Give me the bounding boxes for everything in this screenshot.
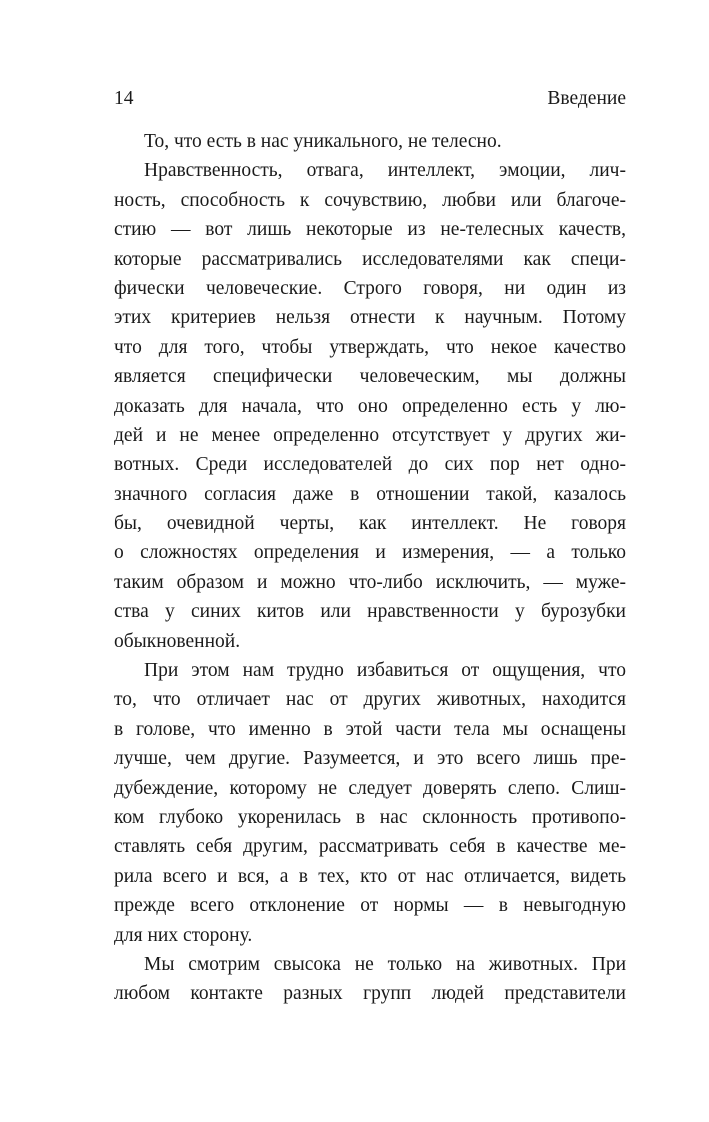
text-line: ства у синих китов или нравственности у бурозубки [114, 601, 626, 623]
text-line: стию — вот лишь некоторые из не-телесных качеств, [114, 219, 626, 241]
text-line: ность, способность к сочувствию, любви или благоче- [114, 189, 626, 211]
text-line: в голове, что именно в этой части тела мы оснащены [114, 718, 626, 740]
text-line: прежде всего отклонение от нормы — в невыгодную [114, 895, 626, 917]
page-header [114, 86, 626, 112]
text-line: обыкновенной. [114, 630, 241, 652]
text-line: Нравственность, отвага, интеллект, эмоции, лич- [144, 160, 626, 182]
running-title: Введение [547, 88, 626, 109]
text-line: значного согласия даже в отношении такой, казалось [114, 483, 626, 505]
text-line: о сложностях определения и измерения, — а только [114, 542, 626, 564]
text-line: для них сторону. [114, 924, 253, 946]
text-line: ком глубоко укоренилась в нас склонность противопо- [114, 806, 626, 828]
text-line: дей и не менее определенно отсутствует у других жи- [114, 424, 626, 446]
text-line: То, что есть в нас уникального, не телесно. [144, 131, 502, 152]
body-text [114, 127, 626, 1009]
text-line: которые рассматривались исследователями как специ- [114, 248, 626, 270]
text-line: ставлять себя другим, рассматривать себя в качестве ме- [114, 836, 626, 858]
text-line: лучше, чем другие. Разумеется, и это всего лишь пре- [114, 748, 626, 770]
text-line: бы, очевидной черты, как интеллект. Не говоря [114, 513, 626, 535]
text-line: дубеждение, которому не следует доверять слепо. Слиш- [114, 777, 626, 799]
text-line: любом контакте разных групп людей представители [114, 983, 626, 1005]
text-line: вотных. Среди исследователей до сих пор нет одно- [114, 454, 626, 476]
text-line: то, что отличает нас от других животных, находится [114, 689, 626, 711]
text-line: что для того, чтобы утверждать, что некое качество [114, 336, 626, 358]
text-line: таким образом и можно что-либо исключить, — муже- [114, 571, 626, 593]
text-line: Мы смотрим свысока не только на животных. При [144, 953, 626, 975]
text-line: является специфически человеческим, мы должны [114, 366, 626, 388]
text-line: этих критериев нельзя отнести к научным. Потому [114, 307, 626, 329]
page-number: 14 [114, 88, 134, 109]
text-line: рила всего и вся, а в тех, кто от нас отличается, видеть [114, 865, 626, 887]
text-line: фически человеческие. Строго говоря, ни один из [114, 277, 626, 299]
text-line: доказать для начала, что оно определенно есть у лю- [114, 395, 626, 417]
text-line: При этом нам трудно избавиться от ощущения, что [144, 660, 626, 682]
